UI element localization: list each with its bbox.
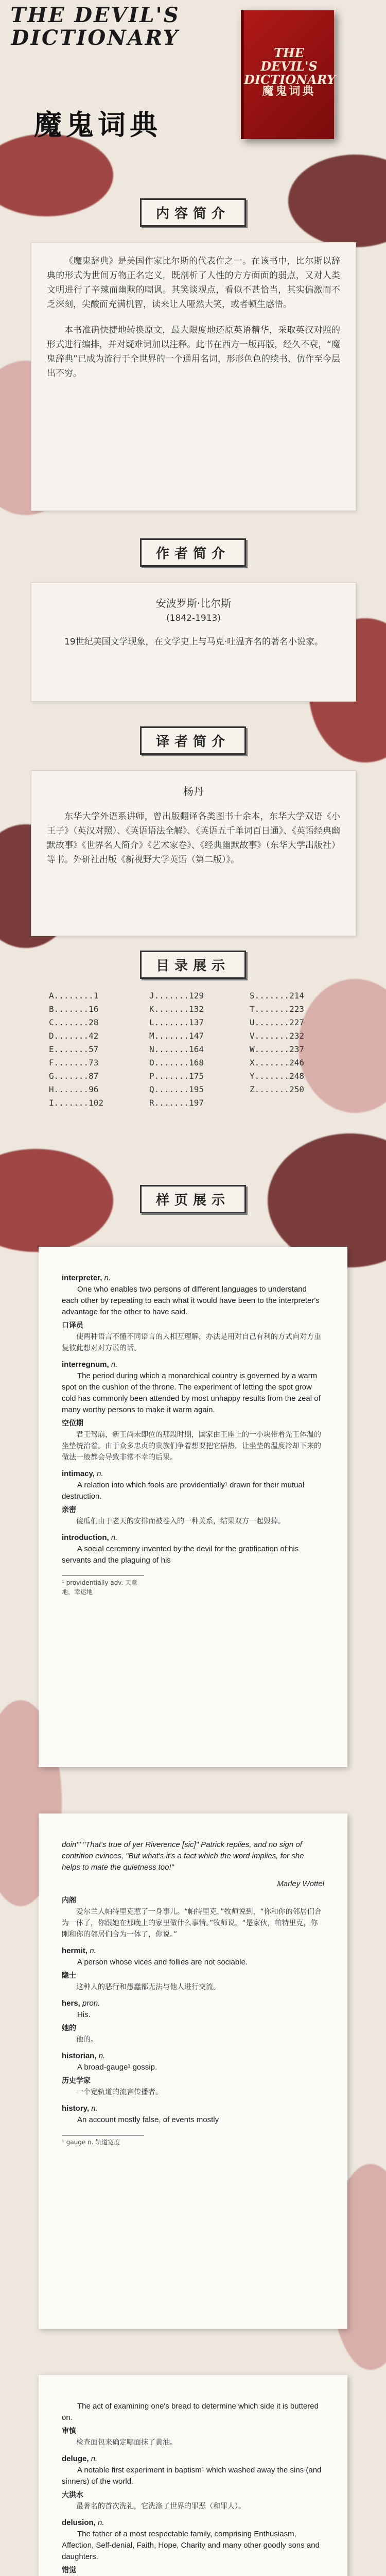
- toc-item: T.......223: [250, 1004, 304, 1014]
- entry-attribution: Marley Wottel: [277, 1879, 324, 1888]
- toc-item: H.......96: [49, 1084, 99, 1094]
- toc-column: [149, 989, 242, 1110]
- toc-item: X.......246: [250, 1058, 304, 1067]
- entry-headword-chinese: 审慎: [62, 2427, 76, 2435]
- dictionary-entry: [62, 1273, 324, 1354]
- dictionary-entry: [62, 1895, 324, 1940]
- section-heading-intro: [0, 198, 386, 227]
- section-heading-sample: [0, 1185, 386, 1213]
- dictionary-entry: [62, 2453, 324, 2512]
- toc-item: G.......87: [49, 1071, 99, 1081]
- entry-definition-english: An account mostly false, of events mostly: [77, 2115, 219, 2124]
- entry-headword: delusion,: [62, 2518, 96, 2527]
- toc-item: M.......147: [149, 1031, 204, 1041]
- toc-item: Z.......250: [250, 1084, 304, 1094]
- toc-item: E.......57: [49, 1044, 99, 1054]
- toc-item: I.......102: [49, 1098, 103, 1108]
- entry-definition-english: A relation into which fools are providentially¹ drawn for their mutual destruction.: [62, 1481, 305, 1501]
- toc-item: B.......16: [49, 1004, 99, 1014]
- sample-page: [39, 2375, 347, 2576]
- entry-definition-chinese: 最著名的首次洗礼，它洗涤了世界的罪恶（和罪人）。: [76, 2502, 245, 2511]
- entry-definition-english: The period during which a monarchical country is governed by a warm spot on the cushion of the throne. The experiment of letting the spot grow cold has commonly been attended by most unhappy results from the zeal of many worthy persons to make it warm again.: [62, 1371, 321, 1414]
- entry-part-of-speech: n.: [90, 1946, 96, 1955]
- dictionary-entry: [62, 1998, 324, 2045]
- dictionary-entry: [62, 2517, 324, 2576]
- entry-definition-chinese: 这种人的恶行和愚蠢都无法与他人进行交流。: [76, 1983, 220, 1991]
- title-chinese: 魔鬼词典: [34, 108, 162, 141]
- toc-item: P.......175: [149, 1071, 204, 1081]
- dictionary-entry: [62, 2401, 324, 2448]
- entry-definition-chinese: 检查面包来确定哪面抹了黄油。: [76, 2438, 177, 2447]
- entry-definition-english: A notable first experiment in baptism¹ which washed away the sins (and sinners) of the world.: [62, 2466, 322, 2486]
- entry-headword-chinese: 隐士: [62, 1972, 76, 1980]
- toc-item: V.......232: [250, 1031, 304, 1041]
- entry-part-of-speech: n.: [111, 1533, 118, 1542]
- section-heading-author: [0, 538, 386, 567]
- entry-part-of-speech: n.: [111, 1360, 118, 1369]
- toc-column: [250, 989, 342, 1096]
- sample-page: [39, 1247, 347, 1767]
- translator-card: [31, 770, 356, 936]
- author-card: [31, 582, 356, 702]
- entry-definition-chinese: 一个宽轨道的流言传播者。: [76, 2088, 163, 2096]
- entry-headword: introduction,: [62, 1533, 109, 1542]
- entry-headword-chinese: 亲密: [62, 1506, 76, 1514]
- intro-paragraph: 《魔鬼辞典》是美国作家比尔斯的代表作之一。在该书中，比尔斯以辞典的形式为世间万物正名定义，既剖析了人性的方方面面的弱点，又对人类文明进行了辛辣而幽默的嘲讽。其笑谈观点，看似不甚恰当，其实偏激而不乏深刻，尖酸而充满机智，读来让人哑然大笑，或者顿生感悟。: [47, 256, 340, 310]
- entry-definition-english: One who enables two persons of different languages to understand each other by repeating to each what it would have been to the interpreter's advantage for the other to have said.: [62, 1285, 320, 1316]
- cover-title-chinese: 魔鬼词典: [262, 84, 316, 98]
- author-name: 安波罗斯·比尔斯: [155, 597, 232, 609]
- dictionary-entry: [62, 1878, 324, 1890]
- section-heading-catalog: [0, 951, 386, 979]
- toc-item: J.......129: [149, 991, 204, 1001]
- dictionary-entry: [62, 1532, 324, 1566]
- translator-name: 杨丹: [183, 785, 204, 798]
- table-of-contents: [49, 989, 337, 1118]
- dictionary-entry: [62, 1359, 324, 1463]
- entry-part-of-speech: n.: [97, 1469, 103, 1478]
- entry-part-of-speech: pron.: [82, 1999, 100, 2008]
- dictionary-entry: [62, 2103, 324, 2126]
- entry-part-of-speech: n.: [104, 1274, 111, 1282]
- entry-definition-english: The father of a most respectable family, comprising Enthusiasm, Affection, Self-denial, Faith, Hope, Charity and many other goodly sons and daughters.: [62, 2530, 320, 2561]
- toc-item: O.......168: [149, 1058, 204, 1067]
- entry-part-of-speech: n.: [91, 2104, 98, 2113]
- dictionary-entry: [62, 1468, 324, 1527]
- sample-page: [39, 1814, 347, 2329]
- entry-headword-chinese: 空位期: [62, 1419, 83, 1428]
- entry-headword: intimacy,: [62, 1469, 95, 1478]
- translator-bio: 东华大学外语系讲师，曾出版翻译各类图书十余本，东华大学双语《小王子》（英汉对照）、《英语语法全解》、《英语五千单词百日通》、《英语经典幽默故事》《世界名人简介》《艺术家卷》、《经典幽默故事》（东华大学出版社）等书。外研社出版《新视野大学英语（第二版）》。: [47, 811, 340, 865]
- toc-item: L.......137: [149, 1018, 204, 1027]
- entry-definition-chinese: 君王驾崩，新王尚未即位的那段时期，国家由王座上的一小块带着先王体温的坐垫统治着。由于众多忠贞的贵族们争着想要把它捂热，让坐垫的温度冷却下来的做法一般都会导致非常不幸的后果。: [62, 1431, 321, 1462]
- section-label: 作者简介: [140, 538, 246, 567]
- entry-headword-chinese: 大洪水: [62, 2491, 83, 2499]
- toc-column: [49, 989, 142, 1110]
- toc-item: K.......132: [149, 1004, 204, 1014]
- toc-item: R.......197: [149, 1098, 204, 1108]
- book-cover-image: [241, 10, 334, 139]
- dictionary-entry: [62, 1945, 324, 1993]
- entry-definition-english: A broad-gauge¹ gossip.: [77, 2063, 157, 2072]
- entry-headword-chinese: 她的: [62, 2024, 76, 2032]
- entry-headword: deluge,: [62, 2454, 89, 2463]
- intro-paragraph: 本书准确快捷地转换原文，最大限度地还原英语精华，采取英汉对照的形式进行编排，并对疑难词加以注释。此书在西方一版再版，经久不衰，“魔鬼辞典”已成为流行于全世界的一个通用名词，形形色色的续书、仿作至今层出不穷。: [47, 325, 340, 379]
- entry-headword: interpreter,: [62, 1274, 102, 1282]
- entry-headword-chinese: 历史学家: [62, 2077, 91, 2085]
- entry-headword-chinese: 错觉: [62, 2566, 76, 2574]
- entry-definition-chinese: 使两种语言不懂不同语言的人相互理解，办法是用对自己有利的方式向对方重复彼此想对对方说的话。: [62, 1333, 321, 1352]
- intro-card: [31, 242, 356, 511]
- entry-definition-english: A social ceremony invented by the devil for the gratification of his servants and the plaguing of his: [62, 1545, 299, 1565]
- entry-part-of-speech: n.: [98, 2518, 104, 2527]
- entry-definition-english: His.: [77, 2010, 91, 2019]
- entry-definition-english: The act of examining one's bread to determine which side it is buttered on.: [62, 2402, 319, 2422]
- section-heading-translator: [0, 726, 386, 755]
- entry-definition-chinese: 他的。: [76, 2036, 98, 2044]
- entry-headword: hers,: [62, 1999, 80, 2008]
- toc-item: S.......214: [250, 991, 304, 1001]
- toc-item: A........1: [49, 991, 99, 1001]
- entry-definition-english: doin'" "That's true of yer Riverence [sic]" Patrick replies, and no sign of contrition evinces, "But what's it's a fact which the word implies, for she helps to mate the quietness too!": [62, 1840, 304, 1872]
- footnote-item: ¹ providentially adv. 天意地，幸运地: [62, 1579, 138, 1596]
- title-english: THE DEVIL'S DICTIONARY: [10, 3, 180, 50]
- entry-headword: history,: [62, 2104, 90, 2113]
- author-bio: 19世纪美国文学现象，在文学史上与马克·吐温齐名的著名小说家。: [64, 637, 324, 647]
- dictionary-entry: [62, 1839, 324, 1873]
- toc-item: U.......227: [250, 1018, 304, 1027]
- toc-item: D.......42: [49, 1031, 99, 1041]
- footnotes: [62, 2135, 144, 2147]
- section-label: 译者简介: [140, 726, 246, 755]
- section-label: 样页展示: [140, 1185, 246, 1213]
- entry-headword: interregnum,: [62, 1360, 109, 1369]
- entry-headword-chinese: 口译员: [62, 1321, 83, 1330]
- toc-item: N.......164: [149, 1044, 204, 1054]
- header: [0, 0, 386, 170]
- section-label: 内容简介: [140, 198, 246, 227]
- toc-item: Q.......195: [149, 1084, 204, 1094]
- section-label: 目录展示: [140, 951, 246, 979]
- footnotes: [62, 1575, 144, 1597]
- entry-headword: hermit,: [62, 1946, 88, 1955]
- toc-item: W.......237: [250, 1044, 304, 1054]
- entry-definition-chinese: 傻瓜们由于老天的安排而被卷入的一种关系，结果双方一起毁掉。: [76, 1517, 285, 1526]
- cover-title-english: THE DEVIL'S DICTIONARY: [244, 45, 336, 87]
- author-years: (1842-1913): [166, 613, 221, 623]
- toc-item: Y.......248: [250, 1071, 304, 1081]
- entry-part-of-speech: n.: [98, 2052, 106, 2060]
- toc-item: C.......28: [49, 1018, 99, 1027]
- entry-headword: historian,: [62, 2052, 97, 2060]
- toc-item: F.......73: [49, 1058, 99, 1067]
- dictionary-entry: [62, 2050, 324, 2098]
- entry-definition-english: A person whose vices and follies are not sociable.: [77, 1958, 248, 1967]
- entry-definition-chinese: 爱尔兰人帕特里克惹了一身事儿。“帕特里克，”牧师说到，“你和你的邻居们合为一体了，你跟她在那晚上的家里做什么事情。”牧师说，“是家伙，帕特里克，你刚和你的邻居们合为一体了，你说。”: [62, 1908, 322, 1939]
- entry-part-of-speech: n.: [91, 2454, 98, 2463]
- footnote-item: ¹ gauge n. 轨道宽度: [62, 2139, 120, 2146]
- entry-headword-chinese: 内阁: [62, 1896, 76, 1905]
